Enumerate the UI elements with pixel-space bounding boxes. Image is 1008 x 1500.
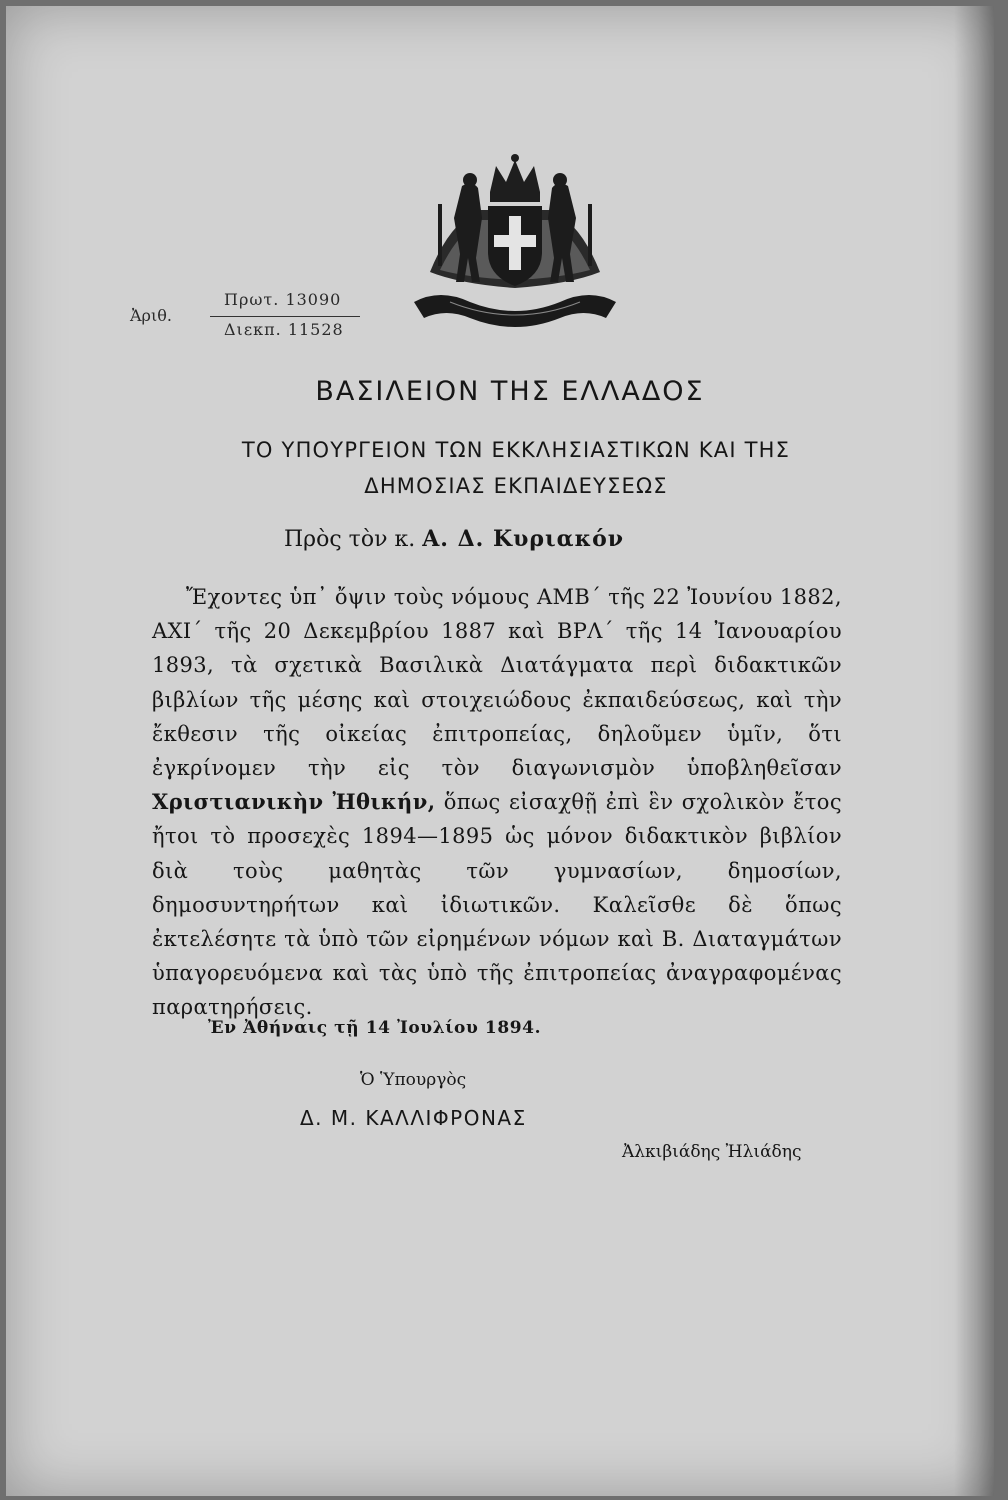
kingdom-heading: ΒΑΣΙΛΕΙΟΝ ΤΗΣ ΕΛΛΑΔΟΣ bbox=[315, 376, 705, 407]
addressee-name: Α. Δ. Κυριακόν bbox=[422, 526, 625, 552]
letter-body bbox=[152, 580, 842, 1025]
addressee-line bbox=[284, 526, 624, 552]
royal-coat-of-arms-icon bbox=[410, 152, 620, 338]
book-title: Χριστιανικὴν Ἠθικήν, bbox=[152, 789, 436, 815]
secretary-name: Ἀλκιβιάδης Ἠλιάδης bbox=[622, 1142, 802, 1162]
signature-role: Ὁ Ὑπουργὸς bbox=[360, 1070, 467, 1090]
reference-divider bbox=[210, 316, 360, 317]
protocol-number: Πρωτ. 13090 bbox=[224, 290, 342, 309]
page-edge-shadow bbox=[954, 6, 994, 1496]
reference-block bbox=[130, 290, 390, 342]
ministry-line-1: ΤΟ ΥΠΟΥΡΓΕΙΟΝ ΤΩΝ ΕΚΚΛΗΣΙΑΣΤΙΚΩΝ ΚΑΙ ΤΗΣ bbox=[241, 438, 791, 462]
reference-prefix: Ἀριθ. bbox=[130, 306, 172, 325]
dateline: Ἐν Ἀθήναις τῇ 14 Ἰουλίου 1894. bbox=[208, 1018, 542, 1038]
ministry-line-2: ΔΗΜΟΣΙΑΣ ΕΚΠΑΙΔΕΥΣΕΩΣ bbox=[364, 474, 668, 498]
minister-name: Δ. Μ. ΚΑΛΛΙΦΡΟΝΑΣ bbox=[300, 1106, 527, 1130]
body-part-1: Ἔχοντες ὑπ᾽ ὄψιν τοὺς νόμους ΑΜΒ΄ τῆς 22 Ἰουνίου 1882, ΑΧΙ΄ τῆς 20 Δεκεμβρίου 1887 καὶ ΒΡΛ΄ τῆς 14 Ἰανουαρίου 1893, τὰ σχετικὰ Βασιλικὰ Διατάγματα περὶ διδακτικῶν βιβλίων τῆς μέσης καὶ στοιχειώδους ἐκπαιδεύσεως, καὶ τὴν ἔκθεσιν τῆς οἰκείας ἐπιτροπείας, δηλοῦμεν ὑμῖν, ὅτι ἐγκρίνομεν τὴν εἰς τὸν διαγωνισμὸν ὑποβληθεῖσαν bbox=[152, 585, 842, 781]
register-number: Διεκπ. 11528 bbox=[224, 320, 344, 339]
ministry-heading bbox=[186, 432, 846, 504]
addressee-prefix: Πρὸς τὸν κ. bbox=[284, 527, 416, 552]
body-part-2: ὅπως εἰσαχθῇ ἐπὶ ἓν σχολικὸν ἔτος ἤτοι τὸ προσεχὲς 1894—1895 ὡς μόνον διδακτικὸν βιβλίον διὰ τοὺς μαθητὰς τῶν γυμνασίων, δημοσίων, δημοσυντηρήτων καὶ ἰδιωτικῶν. Καλεῖσθε δὲ ὅπως ἐκτελέσητε τὰ ὑπὸ τῶν εἰρημένων νόμων καὶ Β. Διαταγμάτων ὑπαγορευόμενα καὶ τὰς ὑπὸ τῆς ἐπιτροπείας ἀναγραφομένας παρατηρήσεις. bbox=[152, 790, 842, 1020]
document-page bbox=[6, 6, 994, 1496]
